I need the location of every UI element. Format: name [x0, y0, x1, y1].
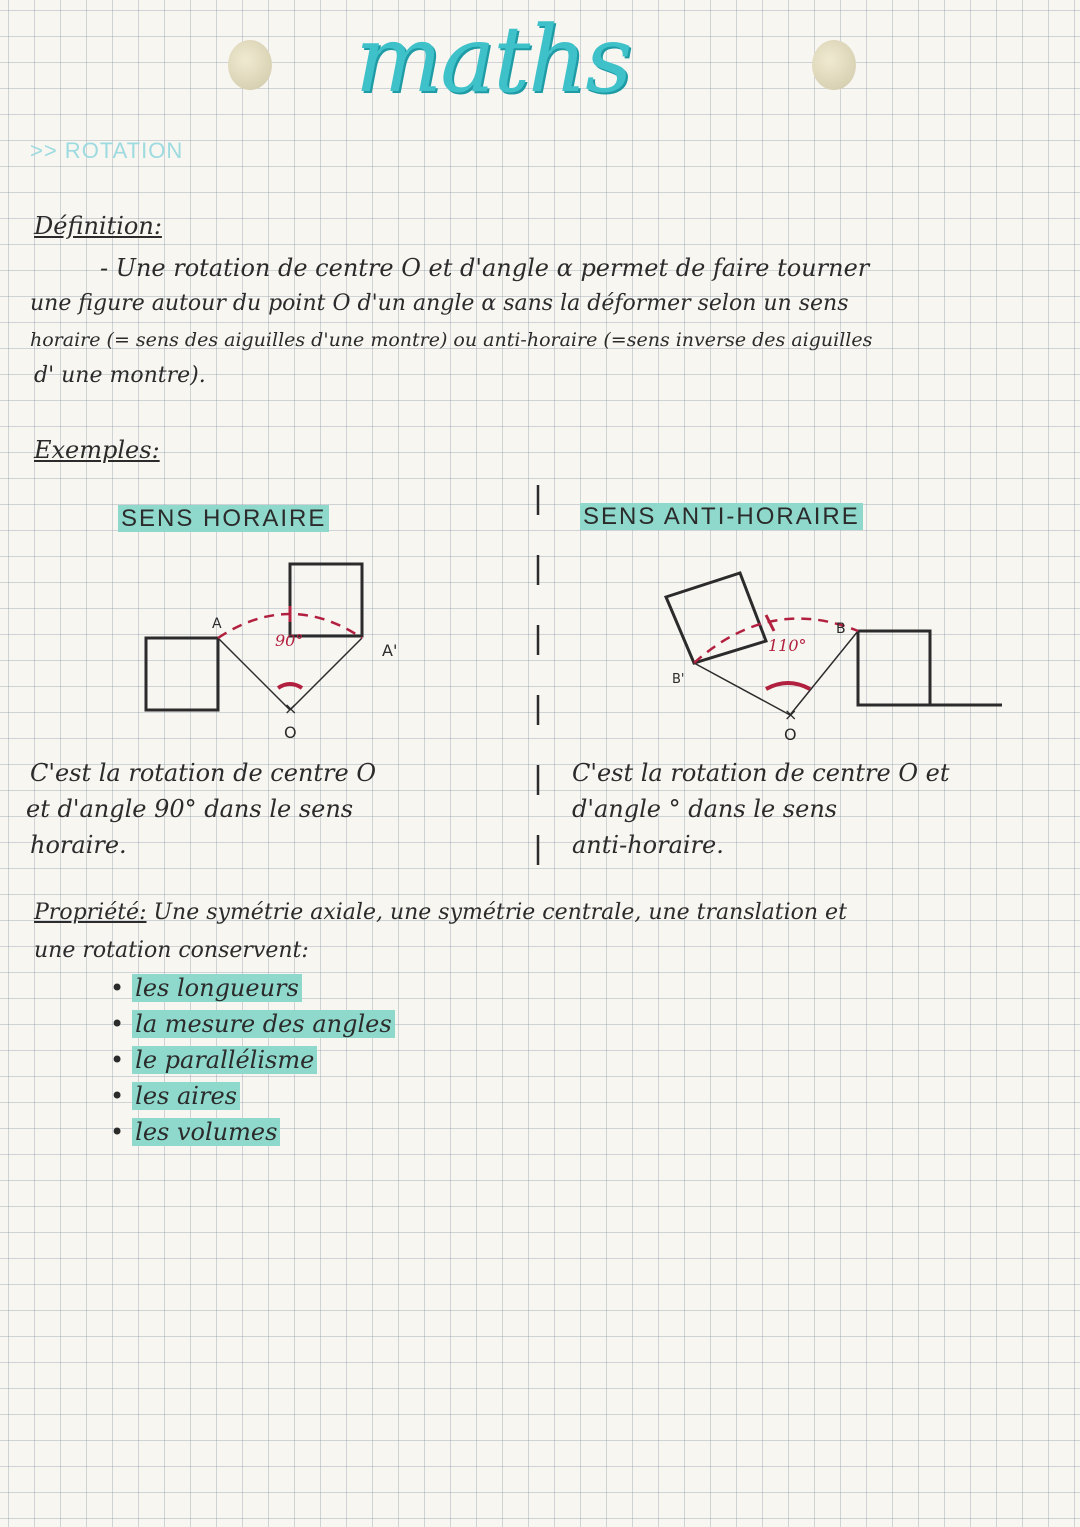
- left-heading: SENS HORAIRE: [118, 505, 329, 533]
- angle-mark: [766, 683, 810, 689]
- column-divider: [530, 485, 546, 875]
- examples-label: Exemples:: [34, 436, 160, 464]
- point-b-prime-label: B': [672, 672, 685, 687]
- point-b-label: B: [836, 621, 846, 637]
- left-caption-line-3: horaire.: [30, 831, 127, 859]
- list-item: • les volumes: [110, 1114, 395, 1150]
- rotation-tick: [766, 615, 774, 631]
- rotated-square: [290, 564, 362, 636]
- center-label: O: [284, 723, 297, 742]
- definition-line-1: - Une rotation de centre O et d'angle α permet de faire tourner: [100, 254, 870, 282]
- left-caption-line-1: C'est la rotation de centre O: [30, 759, 377, 787]
- definition-label: Définition:: [34, 212, 162, 240]
- list-item: • la mesure des angles: [110, 1006, 395, 1042]
- angle-label: 90°: [275, 631, 304, 650]
- punch-hole-left: [228, 40, 272, 90]
- original-square: [858, 631, 930, 705]
- property-label: Propriété:: [34, 900, 147, 925]
- clockwise-figure: [130, 550, 430, 750]
- center-label: O: [784, 725, 797, 744]
- right-heading: SENS ANTI-HORAIRE: [580, 503, 863, 531]
- left-caption-line-2: et d'angle 90° dans le sens: [26, 795, 354, 823]
- angle-mark: [278, 684, 302, 688]
- punch-hole-right: [812, 40, 856, 90]
- point-a-prime-label: A': [382, 641, 398, 660]
- definition-line-4: d' une montre).: [34, 363, 206, 388]
- definition-line-2: une figure autour du point O d'un angle α sans la déformer selon un sens: [30, 291, 849, 316]
- property-line-1: Propriété: Une symétrie axiale, une symétrie centrale, une translation et: [34, 900, 847, 925]
- angle-label: 110°: [768, 636, 807, 655]
- list-item: • le parallélisme: [110, 1042, 395, 1078]
- right-caption-line-1: C'est la rotation de centre O et: [572, 759, 950, 787]
- counterclockwise-figure: [650, 555, 1010, 755]
- property-list: [110, 970, 395, 1150]
- page-title: maths: [355, 6, 631, 113]
- original-square: [146, 638, 218, 710]
- rotated-square: [666, 573, 766, 663]
- right-caption-line-3: anti-horaire.: [572, 831, 724, 859]
- section-label: >> ROTATION: [30, 138, 184, 163]
- point-a-label: A: [212, 616, 222, 632]
- list-item: • les longueurs: [110, 970, 395, 1006]
- segment-ob-prime: [694, 663, 790, 715]
- center-cross: ×: [284, 699, 298, 718]
- list-item: • les aires: [110, 1078, 395, 1114]
- center-cross: ×: [784, 705, 798, 724]
- right-caption-line-2: d'angle ° dans le sens: [572, 795, 838, 823]
- property-line-2: une rotation conservent:: [34, 938, 309, 963]
- definition-line-3: horaire (= sens des aiguilles d'une montre) ou anti-horaire (=sens inverse des aiguilles: [30, 329, 873, 351]
